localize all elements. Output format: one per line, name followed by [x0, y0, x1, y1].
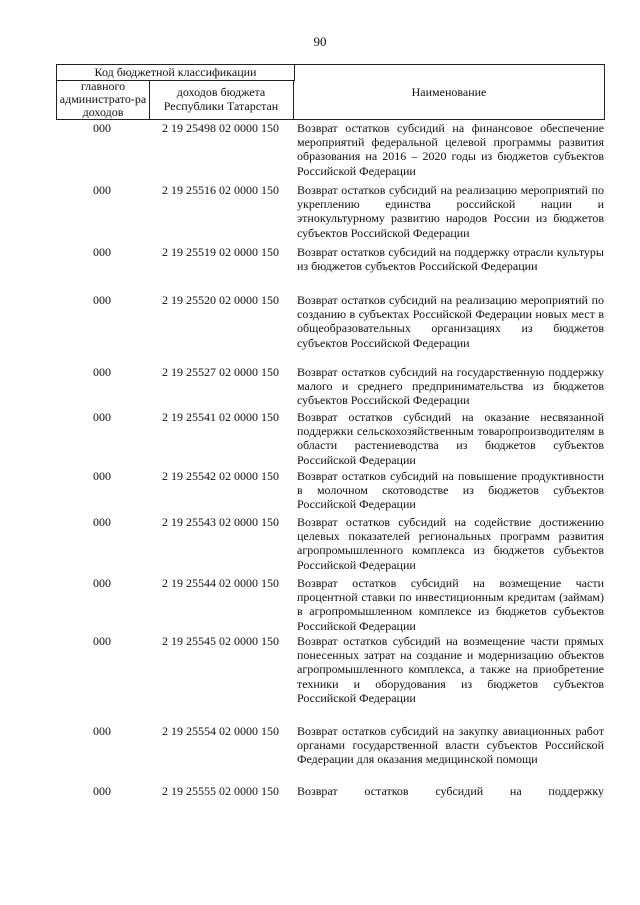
header-name: Наименование [411, 85, 487, 99]
admin-code-cell: 000 [93, 469, 111, 483]
budget-code-cell: 2 19 25554 02 0000 150 [162, 724, 279, 738]
budget-code-cell: 2 19 25544 02 0000 150 [162, 576, 279, 590]
classification-table-header [56, 64, 605, 120]
budget-code-cell: 2 19 25545 02 0000 150 [162, 634, 279, 648]
header-group-label: Код бюджетной классификации [57, 65, 295, 81]
admin-code-cell: 000 [93, 183, 111, 197]
admin-code-cell: 000 [93, 293, 111, 307]
budget-code-cell: 2 19 25527 02 0000 150 [162, 365, 279, 379]
name-cell: Возврат остатков субсидий на поддержку [297, 784, 604, 798]
name-cell: Возврат остатков субсидий на финансовое обеспечение мероприятий федеральной целевой программы развития образования на 2016 – 2020 годы из бюджетов субъектов Российской Федерации [297, 121, 604, 178]
name-cell: Возврат остатков субсидий на оказание несвязанной поддержки сельскохозяйственным товаропроизводителям в области растениеводства из бюджетов субъектов Российской Федерации [297, 410, 604, 467]
budget-code-cell: 2 19 25520 02 0000 150 [162, 293, 279, 307]
name-cell: Возврат остатков субсидий на государственную поддержку малого и среднего предпринимательства из бюджетов субъектов Российской Федерации [297, 365, 604, 408]
budget-code-cell: 2 19 25498 02 0000 150 [162, 121, 279, 135]
admin-code-cell: 000 [93, 365, 111, 379]
header-budget-code: доходов бюджета Республики Татарстан [149, 80, 294, 120]
name-cell: Возврат остатков субсидий на реализацию мероприятий по созданию в субъектах Российской Федерации новых мест в общеобразовательных организациях из бюджетов субъектов Российской Федерации [297, 293, 604, 350]
admin-code-cell: 000 [93, 410, 111, 424]
header-row [56, 64, 605, 120]
admin-code-cell: 000 [93, 784, 111, 798]
admin-code-cell: 000 [93, 245, 111, 259]
budget-code-cell: 2 19 25542 02 0000 150 [162, 469, 279, 483]
admin-code-cell: 000 [93, 121, 111, 135]
name-cell: Возврат остатков субсидий на содействие достижению целевых показателей региональных программ развития агропромышленного комплекса из бюджетов субъектов Российской Федерации [297, 515, 604, 572]
name-cell: Возврат остатков субсидий на возмещение части прямых понесенных затрат на создание и модернизацию объектов агропромышленного комплекса, а также на приобретение техники и оборудования из бюджетов субъектов Российской Федерации [297, 634, 604, 705]
budget-code-cell: 2 19 25516 02 0000 150 [162, 183, 279, 197]
name-cell: Возврат остатков субсидий на повышение продуктивности в молочном скотоводстве из бюджетов субъектов Российской Федерации [297, 469, 604, 512]
admin-code-cell: 000 [93, 634, 111, 648]
admin-code-cell: 000 [93, 515, 111, 529]
header-admin-code: главного администрато-ра доходов [57, 80, 150, 120]
budget-code-cell: 2 19 25543 02 0000 150 [162, 515, 279, 529]
name-cell: Возврат остатков субсидий на закупку авиационных работ органами государственной власти субъектов Российской Федерации для оказания медицинской помощи [297, 724, 604, 767]
budget-code-cell: 2 19 25555 02 0000 150 [162, 784, 279, 798]
admin-code-cell: 000 [93, 724, 111, 738]
page-number: 90 [313, 34, 327, 49]
name-cell: Возврат остатков субсидий на поддержку отрасли культуры из бюджетов субъектов Российской Федерации [297, 245, 604, 274]
budget-code-cell: 2 19 25519 02 0000 150 [162, 245, 279, 259]
budget-code-cell: 2 19 25541 02 0000 150 [162, 410, 279, 424]
name-cell: Возврат остатков субсидий на возмещение части процентной ставки по инвестиционным кредитам (займам) в агропромышленном комплексе из бюджетов субъектов Российской Федерации [297, 576, 604, 633]
admin-code-cell: 000 [93, 576, 111, 590]
name-cell: Возврат остатков субсидий на реализацию мероприятий по укреплению единства российской нации и этнокультурному развитию народов России из бюджетов субъектов Российской Федерации [297, 183, 604, 240]
